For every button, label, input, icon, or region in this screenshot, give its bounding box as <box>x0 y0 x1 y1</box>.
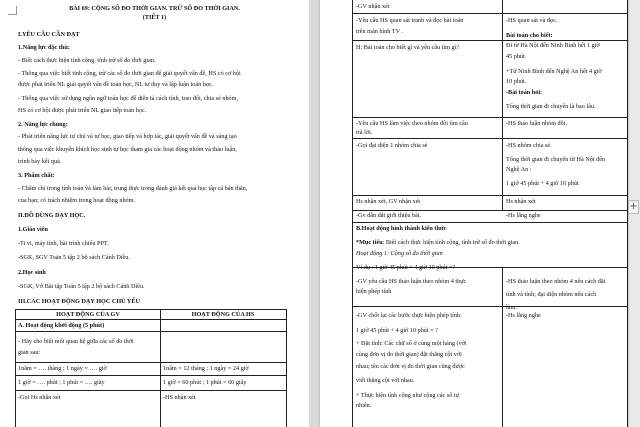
subsection-heading: 3. Phẩm chất: <box>18 172 55 179</box>
table-cell: nhau; tên các đơn vị đo thời gian cũng được <box>356 363 465 370</box>
table-cell: 1năm = 12 tháng ; 1 ngày = 24 giờ <box>163 365 249 372</box>
subsection-heading: 2. Năng lực chung: <box>18 121 68 128</box>
lesson-title: BÀI 69: CỘNG SỐ ĐO THỜI GIAN. TRỪ SỐ ĐO THỜI GIAN. <box>69 5 240 12</box>
table-rule <box>15 319 287 320</box>
text-line: -SGK, Vở Bài tập Toán 5 tập 2 bộ sách Cánh Diều. <box>18 283 145 290</box>
table-cell: -HS nhóm chia sẻ. <box>506 142 552 149</box>
section-heading: I.YÊU CẦU CẦN ĐẠT <box>18 31 80 38</box>
table-cell: -GV chốt lại các bước thực hiện phép tính: <box>356 312 462 319</box>
table-cell: H: Bài toán cho biết gì và yêu cầu tìm gì? <box>356 44 460 51</box>
activity-a-title: A. Hoạt động khởi động (5 phút) <box>18 322 105 329</box>
table-cell: trả lời. <box>356 129 373 136</box>
text-line: - Thông qua việc biết tính cộng, trừ các số đo thời gian để giải quyết vấn đề, HS có cơ hội <box>18 70 241 77</box>
text-line: -SGK, SGV Toán 5 tập 2 bộ sách Cánh Diều. <box>18 254 130 261</box>
table-cell: tính và tính; đại diện nhóm nêu cách <box>506 291 597 298</box>
table-rule <box>352 210 628 211</box>
table-cell: 10 phút. <box>506 78 527 85</box>
table-rule <box>352 13 628 14</box>
plus-icon[interactable]: + <box>629 201 638 212</box>
vertical-scrollbar[interactable] <box>628 0 640 427</box>
document-page-left <box>0 0 309 427</box>
table-header-hs: HOẠT ĐỘNG CỦA HS <box>191 311 255 318</box>
text-line: được phát triển NL giải quyết vấn đề toán học, NL tư duy và lập luận toán học. <box>18 81 214 88</box>
subsection-heading: 1.Năng lực đặc thù: <box>18 44 70 51</box>
text-line: - Chăm chỉ trong tính toán và làm bài; trung thực trong đánh giá kết quả học tập cá bản thân, <box>18 185 248 192</box>
subsection-heading: 1.Giáo viên <box>18 226 48 233</box>
table-cell: Hs nhận xét, GV nhận xét <box>356 198 421 205</box>
table-cell: -Gọi đại diện 1 nhóm chia sẻ <box>356 142 428 149</box>
table-cell: -GV nhận xét <box>356 3 390 10</box>
objective-line <box>356 239 520 247</box>
objective-text: : Biết cách thực hiện tính cộng, tính trừ số đo thời gian. <box>382 239 520 246</box>
text-line: - Thông qua việc sử dụng ngôn ngữ toán học để diễn tả cách tính, trao đổi, chia sẻ nhóm, <box>18 95 239 102</box>
text-line: của bạn; có trách nhiệm trong hoạt động nhóm. <box>18 197 136 204</box>
table-cell: cùng đơn vị đo thời gian) đặt thẳng cột với <box>356 351 462 358</box>
table-cell: 45 phút. <box>506 53 527 60</box>
page-gutter <box>309 0 320 427</box>
table-rule <box>352 117 628 118</box>
subsection-heading: 2.Học sinh <box>18 269 46 276</box>
objective-label: *Mục tiêu <box>356 239 383 246</box>
example-line: Ví dụ : 1 giờ 45 phút + 4 giờ 10 phút =? <box>356 264 456 271</box>
table-cell: -HS thảo luận nhóm đôi. <box>506 120 568 127</box>
table-cell: Nghệ An : <box>506 166 532 173</box>
text-line: HS có cơ hội được phát triển NL giao tiếp toán học. <box>18 107 147 114</box>
table-cell: Tổng thời gian đi chuyến từ Hà Nội đến <box>506 156 606 163</box>
table-cell: 1 giờ = 60 phút ; 1 phút = 60 giây <box>163 379 247 386</box>
table-cell: -Gọi Hs nhận xét <box>18 394 61 401</box>
table-column-divider <box>502 267 503 427</box>
table-cell: Tổng thời gian đi chuyến là bao lâu. <box>506 103 596 110</box>
table-cell: 1năm = …. tháng ; 1 ngày = …. giờ <box>18 365 107 372</box>
table-cell: 1 giờ = …. phút ; 1 phút = …. giây <box>18 379 105 386</box>
table-cell: + Đặt tính: Các chữ số ở cùng một hàng (với <box>356 340 467 347</box>
table-rule <box>15 331 287 332</box>
text-line: trình bày kết quả. <box>18 158 62 165</box>
table-cell: Hs nhận xét <box>506 198 536 205</box>
section-heading: II.ĐỒ DÙNG DẠY HỌC. <box>18 212 86 219</box>
table-cell: trên màn hình TV . <box>356 28 404 35</box>
document-page-right <box>320 0 629 427</box>
table-cell: +Từ Ninh Bình đến Nghệ An hết 4 giờ <box>506 68 602 75</box>
table-cell: -HS nhận xét <box>163 394 196 401</box>
table-cell: -Yêu cầu HS quan sát tranh và đọc bài toán <box>356 17 464 24</box>
table-cell: -HS quan sát và đọc. <box>506 17 558 24</box>
activity-1-heading: Hoạt động 1: Cộng số đo thời gian <box>356 250 443 257</box>
text-line: - Phát triển năng lực tự chủ và tự học, giao tiếp và hợp tác, giải quyết vấn đề và sáng tạo <box>18 133 237 140</box>
text-line: thông qua việc khuyến khích học sinh tự học tham gia các hoạt động nhóm và thảo luận, <box>18 146 237 153</box>
table-cell: - Hãy cho biết mối quan hệ giữa các số đo thời <box>18 338 134 345</box>
table-cell: viết thẳng cột với nhau. <box>356 377 415 384</box>
table-column-divider <box>160 309 161 427</box>
table-cell: nhiên. <box>356 402 372 409</box>
table-cell: -Hs lắng nghe <box>506 212 541 219</box>
table-cell: Đi từ Hà Nội đến Ninh Bình hết 1 giờ <box>506 42 600 49</box>
activity-b-title: B.Hoạt động hình thành kiến thức <box>356 225 447 232</box>
table-rule <box>15 390 287 391</box>
table-cell: làm. <box>506 304 517 311</box>
text-line: - Biết cách thực hiện tính cộng, tính trừ số đo thời gian. <box>18 57 156 64</box>
table-header-gv: HOẠT ĐỘNG CỦA GV <box>56 311 120 318</box>
table-rule <box>15 375 287 376</box>
table-column-divider <box>502 0 503 210</box>
table-cell: gian sau: <box>18 349 41 356</box>
table-cell: hiện phép tính <box>356 288 392 295</box>
table-rule <box>352 40 628 41</box>
table-cell: Bài toán cho biết: <box>506 32 553 39</box>
table-cell: -Gv dẫn dắt giới thiệu bài. <box>356 212 422 219</box>
table-rule <box>352 306 628 307</box>
table-rule <box>352 222 628 223</box>
table-cell: -Yêu cầu HS làm việc theo nhóm đôi tìm câu <box>356 120 468 127</box>
table-cell: -Hs lắng nghe <box>506 312 541 319</box>
section-heading: III.CÁC HOẠT ĐỘNG DẠY HỌC CHỦ YẾU <box>18 298 140 305</box>
table-cell: 1 giờ 45 phút + 4 giờ 10 phút <box>506 180 579 187</box>
text-line: -Ti vi, máy tính, bài trình chiếu PPT. <box>18 240 109 247</box>
table-cell: + Thực hiện tính cộng như cộng các số tự <box>356 392 459 399</box>
table-rule <box>352 138 628 139</box>
lesson-subtitle: (TIẾT 1) <box>142 14 167 21</box>
table-rule <box>15 362 287 363</box>
table-cell: -Bài toán hỏi: <box>506 89 543 96</box>
table-cell: 1 giờ 45 phút + 4 giờ 10 phút = ? <box>356 327 438 334</box>
table-rule <box>352 195 628 196</box>
table-cell: -HS thảo luận theo nhóm 4 nêu cách đặt <box>506 278 606 285</box>
table-cell: -GV yêu cầu HS thảo luận theo nhóm 4 thực <box>356 278 467 285</box>
